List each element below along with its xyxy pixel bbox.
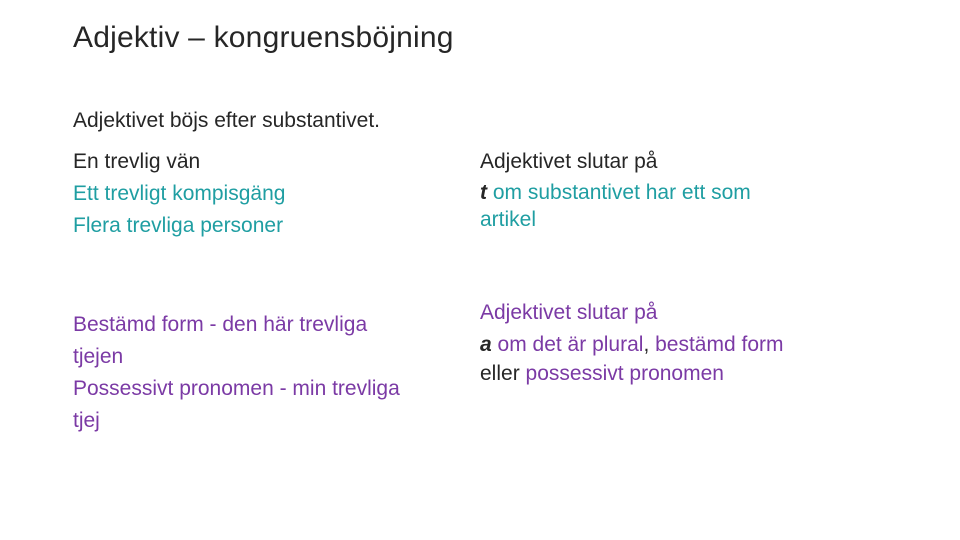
rule-a-text-end (480, 358, 910, 390)
rule-a-letter: a (480, 333, 492, 356)
rule-t-text-rest: om substantivet har ett som (487, 181, 751, 204)
rule-a-box (480, 297, 910, 390)
rule-t-text-end: artikel (480, 208, 537, 231)
examples-definite (73, 309, 473, 437)
intro-text: Adjektivet böjs efter substantivet. (73, 109, 380, 132)
rule-a-plural: om det är plural (491, 333, 644, 356)
example-en: En trevlig vän (73, 150, 201, 173)
example-ett: Ett trevligt kompisgäng (73, 182, 286, 205)
rule-t-heading: Adjektivet slutar på (480, 150, 658, 173)
rule-t-text (480, 178, 840, 208)
example-flera: Flera trevliga personer (73, 214, 284, 237)
rule-a-possessivt: possessivt pronomen (525, 362, 724, 385)
rule-a-eller: eller (480, 362, 526, 385)
rule-a-comma: , (643, 333, 656, 356)
examples-list (73, 146, 285, 242)
rule-a-heading: Adjektivet slutar på (480, 301, 658, 324)
example-bestamd-end: tjejen (73, 345, 124, 368)
example-possessivt: Possessivt pronomen - min trevliga (73, 377, 400, 400)
rule-t-box (480, 146, 840, 234)
slide-title: Adjektiv – kongruensböjning (73, 21, 454, 54)
example-bestamd: Bestämd form - den här trevliga (73, 313, 368, 336)
rule-a-text (480, 329, 910, 361)
example-possessivt-end: tjej (73, 409, 100, 432)
rule-a-bestamd: bestämd form (655, 333, 784, 356)
rule-t-letter: t (480, 181, 487, 204)
